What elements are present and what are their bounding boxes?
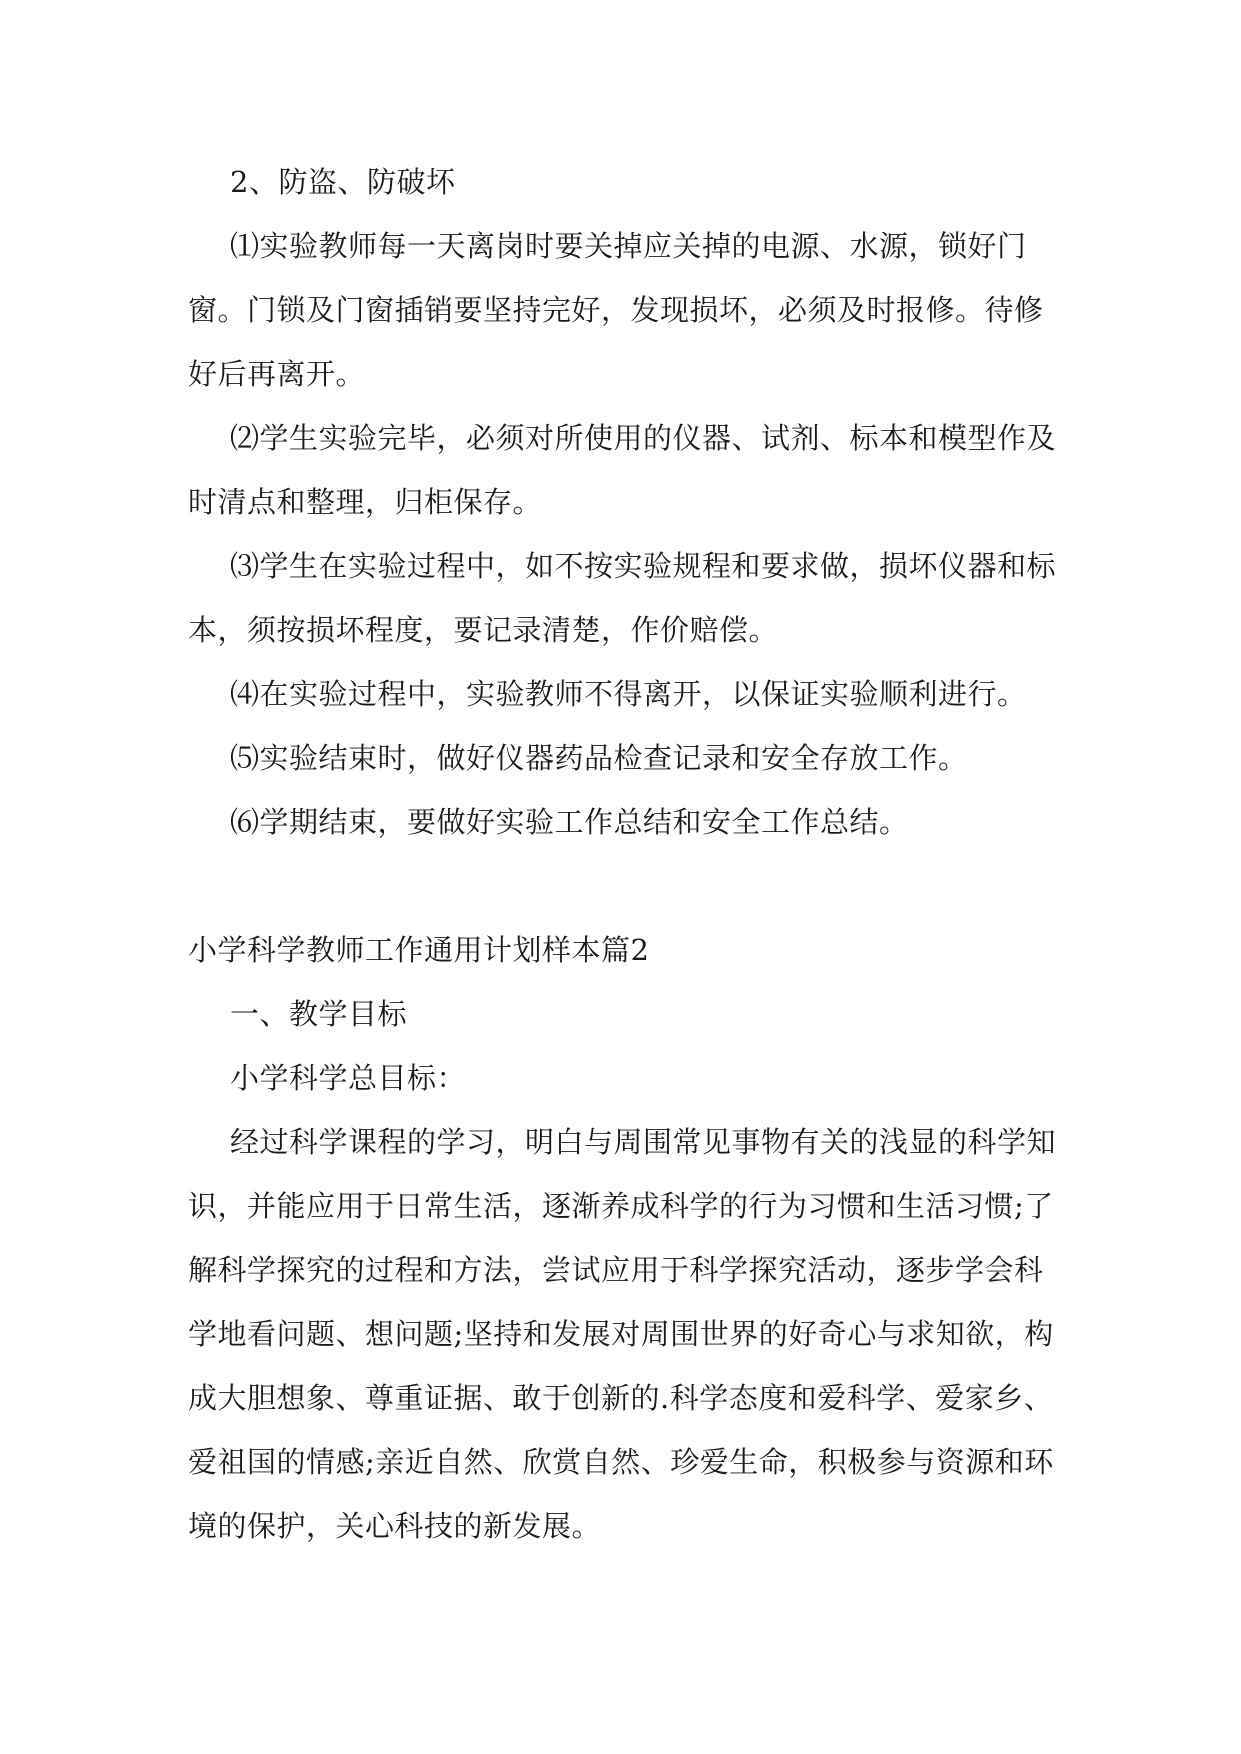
list-item: ⑹学期结束，要做好实验工作总结和安全工作总结。 (230, 805, 909, 839)
list-item: ⑷在实验过程中，实验教师不得离开，以保证实验顺利进行。 (230, 677, 1027, 711)
list-item: ⑴实验教师每一天离岗时要关掉应关掉的电源、水源，锁好门窗。门锁及门窗插销要坚持完好，发现损坏，必须及时报修。待修好后再离开。 (188, 229, 1044, 391)
list-item: ⑸实验结束时，做好仪器药品检查记录和安全存放工作。 (230, 741, 968, 775)
subheading: 一、教学目标 (230, 997, 408, 1031)
goal-label: 小学科学总目标： (230, 1061, 467, 1095)
document-body (188, 150, 1068, 1558)
list-item: ⑶学生在实验过程中，如不按实验规程和要求做，损坏仪器和标本，须按损坏程度，要记录清楚，作价赔偿。 (188, 549, 1057, 647)
list-item: ⑵学生实验完毕，必须对所使用的仪器、试剂、标本和模型作及时清点和整理，归柜保存。 (188, 421, 1057, 519)
body-paragraph: 经过科学课程的学习，明白与周围常见事物有关的浅显的科学知识，并能应用于日常生活，逐渐养成科学的行为习惯和生活习惯;了解科学探究的过程和方法，尝试应用于科学探究活动，逐步学会科学地看问题、想问题;坚持和发展对周围世界的好奇心与求知欲，构成大胆想象、尊重证据、敢于创新的.科学态度和爱科学、爱家乡、爱祖国的情感;亲近自然、欣赏自然、珍爱生命，积极参与资源和环境的保护，关心科技的新发展。 (188, 1125, 1057, 1543)
article-title: 小学科学教师工作通用计划样本篇2 (188, 933, 650, 967)
section-heading: 2、防盗、防破坏 (230, 165, 456, 199)
